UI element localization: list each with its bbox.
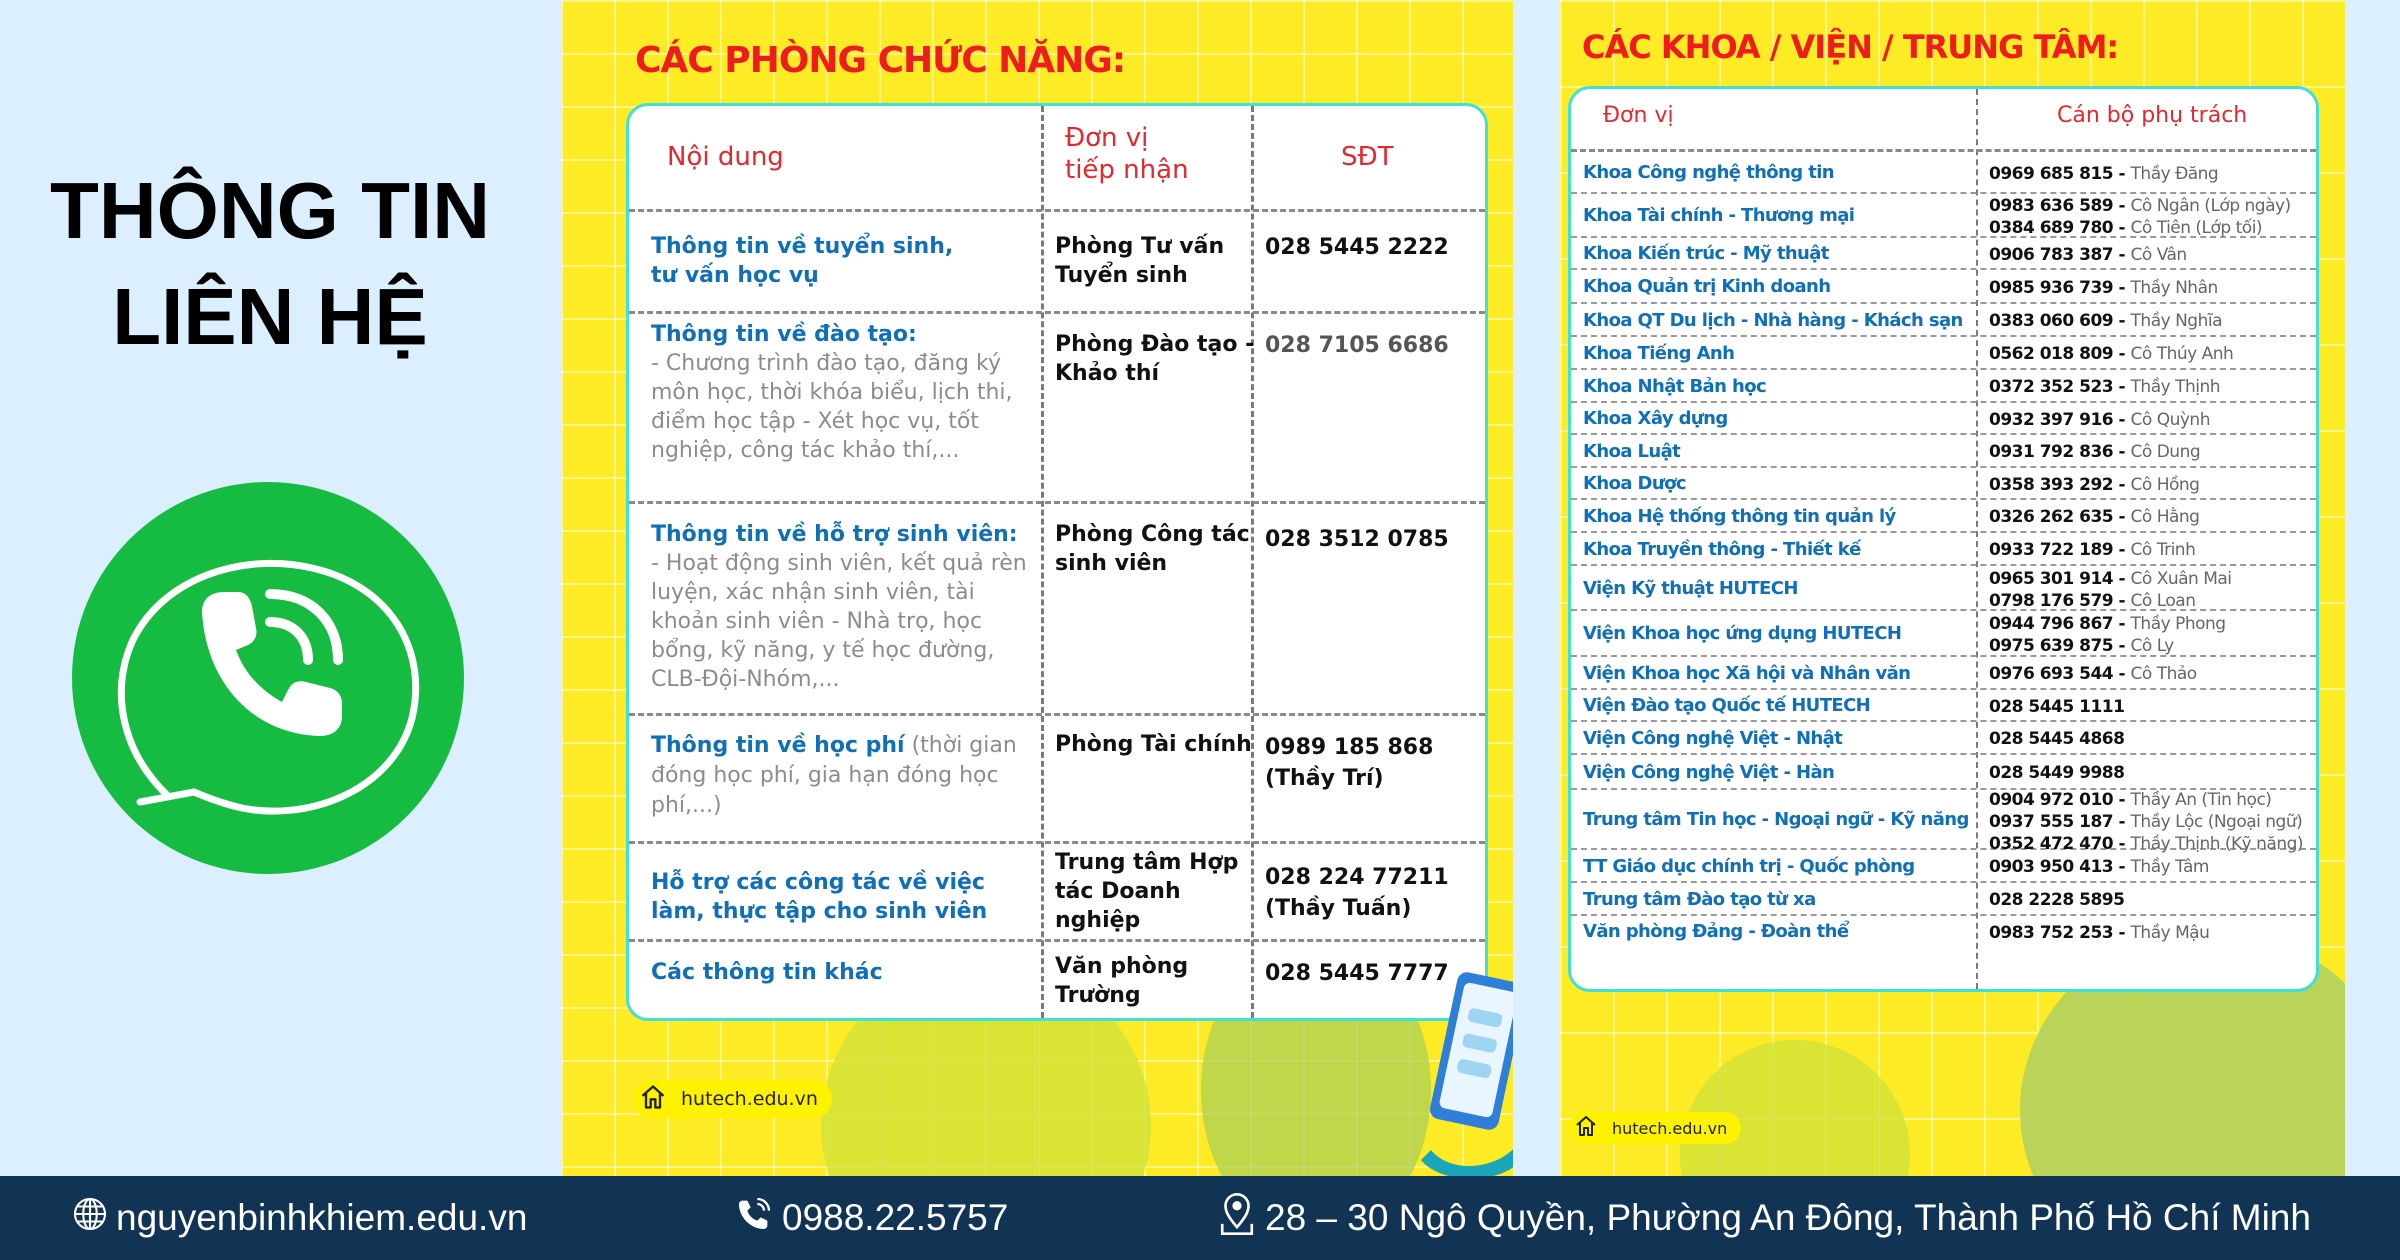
home-icon (1574, 1114, 1598, 1142)
staff-contact[interactable]: 0985 936 739 - Thầy Nhân (1989, 277, 2218, 298)
table-row (1571, 194, 2316, 238)
row-unit: Phòng Đào tạo - Khảo thí (1055, 332, 1255, 386)
staff-name: Thầy An (Tin học) (2130, 789, 2272, 810)
staff-contact[interactable]: 0383 060 609 - Thầy Nghĩa (1989, 311, 2222, 331)
table-row (629, 942, 1485, 1021)
row-staff (1989, 376, 2319, 398)
row-staff (1989, 922, 2319, 944)
staff-phone: 0944 796 867 (1989, 614, 2114, 634)
staff-contact[interactable] (1989, 696, 2319, 718)
row-staff (1989, 539, 2319, 561)
row-unit: Viện Công nghệ Việt - Hàn (1583, 761, 1835, 783)
staff-phone: 0798 176 579 (1989, 590, 2114, 611)
staff-name: Cô Tiên (Lớp tối) (2130, 218, 2263, 238)
staff-contact[interactable]: 0983 636 589 - Cô Ngân (Lớp ngày) (1989, 196, 2291, 216)
staff-phone: 0931 792 836 (1989, 442, 2114, 462)
row-topic: Hỗ trợ các công tác về việc làm, thực tập cho sinh viên (651, 870, 988, 924)
row-unit: Viện Đào tạo Quốc tế HUTECH (1583, 695, 1871, 716)
table-row (629, 314, 1485, 504)
row-staff (1989, 441, 2319, 463)
staff-name: Cô Hồng (2130, 474, 2200, 495)
staff-contact[interactable]: 0562 018 809 - Cô Thúy Anh (1989, 344, 2234, 364)
footer-address[interactable]: 28 – 30 Ngô Quyền, Phường An Đông, Thành Phố Hồ Chí Minh (1217, 1191, 2311, 1246)
header-phone: SĐT (1341, 142, 1394, 172)
staff-phone: 0985 936 739 (1989, 277, 2114, 298)
staff-contact[interactable]: 0944 796 867 - Thầy Phong (1989, 614, 2226, 634)
staff-contact[interactable]: 0937 555 187 - Thầy Lộc (Ngoại ngữ) (1989, 811, 2303, 832)
staff-name: Thầy Mậu (2130, 922, 2210, 943)
table-row (1571, 789, 2316, 854)
row-unit: Phòng Công tác sinh viên (1055, 522, 1250, 576)
staff-contact[interactable]: 0983 752 253 - Thầy Mậu (1989, 922, 2210, 943)
row-staff (1989, 409, 2319, 431)
table-row (1571, 690, 2316, 722)
staff-phone: 0383 060 609 (1989, 311, 2114, 331)
staff-name: Cô Hằng (2130, 507, 2200, 527)
staff-contact[interactable] (1989, 889, 2319, 911)
table-row (629, 716, 1485, 844)
row-staff (1989, 195, 2319, 239)
staff-contact[interactable]: 0931 792 836 - Cô Dung (1989, 442, 2201, 462)
table-row (1571, 238, 2316, 270)
staff-name: Thầy Thịnh (2130, 377, 2221, 397)
staff-phone: 0965 301 914 (1989, 568, 2114, 589)
row-staff (1989, 696, 2319, 718)
staff-phone: 0903 950 413 (1989, 857, 2114, 877)
row-unit: Viện Khoa học Xã hội và Nhân văn (1583, 662, 1911, 684)
row-staff (1989, 310, 2319, 332)
faculties-poster (1560, 0, 2345, 1176)
table-row (629, 844, 1485, 942)
functional-offices-table (626, 103, 1488, 1021)
staff-contact[interactable] (1989, 762, 2319, 784)
table-row (1571, 755, 2316, 790)
row-staff (1989, 474, 2319, 496)
table-row (1571, 270, 2316, 304)
decor-blob (1680, 1040, 1910, 1176)
row-unit: TT Giáo dục chính trị - Quốc phòng (1583, 855, 1915, 877)
staff-phone: 028 5449 9988 (1989, 763, 2125, 783)
table-row (1571, 850, 2316, 883)
page-title (0, 158, 540, 370)
staff-contact[interactable]: 0372 352 523 - Thầy Thịnh (1989, 377, 2221, 397)
staff-name: Thầy Lộc (Ngoại ngữ) (2130, 811, 2303, 832)
staff-name: Cô Vân (2130, 244, 2187, 265)
phone-illustration (1421, 960, 1513, 1176)
staff-phone: 028 2228 5895 (1989, 890, 2125, 910)
staff-contact[interactable]: 0906 783 387 - Cô Vân (1989, 244, 2187, 265)
table-row (1571, 403, 2316, 435)
table-row (629, 212, 1485, 314)
row-unit: Khoa QT Du lịch - Nhà hàng - Khách sạn (1583, 309, 1963, 331)
row-unit: Khoa Công nghệ thông tin (1583, 162, 1835, 183)
staff-name: Cô Ly (2130, 636, 2174, 656)
row-topic: Thông tin về học phí (thời gian đóng học phí, gia hạn đóng học phí,...) (651, 733, 1017, 818)
home-icon (639, 1083, 667, 1116)
row-unit: Viện Khoa học ứng dụng HUTECH (1583, 623, 1902, 644)
staff-name: Thầy Đăng (2130, 163, 2219, 184)
header-unit: Đơn vị tiếp nhận (1065, 123, 1189, 185)
row-unit: Khoa Xây dựng (1583, 408, 1728, 429)
row-phone[interactable]: 028 3512 0785 (1265, 527, 1449, 552)
staff-phone: 0983 752 253 (1989, 922, 2114, 943)
website-label: hutech.edu.vn (1612, 1118, 1728, 1138)
globe-icon (72, 1196, 108, 1241)
table-row (1571, 611, 2316, 657)
staff-contact[interactable]: 0976 693 544 - Cô Thảo (1989, 664, 2197, 684)
row-staff (1989, 663, 2319, 685)
row-unit: Văn phòng Trường (1055, 954, 1189, 1008)
staff-phone: 0904 972 010 (1989, 789, 2114, 810)
staff-contact[interactable]: 0904 972 010 - Thầy An (Tin học) (1989, 789, 2272, 810)
row-topic: Thông tin về tuyển sinh, tư vấn học vụ (651, 234, 954, 288)
row-topic: Các thông tin khác (651, 960, 883, 985)
row-staff (1989, 856, 2319, 878)
location-pin-icon (1217, 1191, 1257, 1246)
section-title: CÁC KHOA / VIỆN / TRUNG TÂM: (1582, 28, 2119, 66)
staff-name: Cô Thúy Anh (2130, 344, 2234, 364)
row-staff (1989, 244, 2319, 266)
row-staff (1989, 343, 2319, 365)
staff-contact[interactable]: 0965 301 914 - Cô Xuân Mai (1989, 568, 2232, 589)
row-unit: Khoa Luật (1583, 440, 1681, 462)
staff-contact[interactable]: 0975 639 875 - Cô Ly (1989, 636, 2174, 656)
row-unit: Khoa Dược (1583, 473, 1686, 494)
staff-phone: 0932 397 916 (1989, 409, 2114, 430)
staff-phone: 0562 018 809 (1989, 344, 2114, 364)
row-unit: Khoa Quản trị Kinh doanh (1583, 276, 1831, 297)
row-phone[interactable]: 0989 185 868 (Thầy Trí) (1265, 735, 1434, 791)
staff-name: Cô Trinh (2130, 540, 2196, 560)
staff-name: Thầy Tâm (2130, 857, 2209, 877)
row-unit: Phòng Tư vấn Tuyển sinh (1055, 234, 1225, 288)
header-content: Nội dung (667, 142, 784, 172)
table-row (1571, 566, 2316, 611)
staff-contact[interactable] (1989, 728, 2319, 750)
staff-phone: 0975 639 875 (1989, 636, 2114, 656)
staff-contact[interactable]: 0358 393 292 - Cô Hồng (1989, 474, 2200, 495)
table-row (1571, 337, 2316, 370)
row-unit: Trung tâm Hợp tác Doanh nghiệp (1055, 850, 1239, 933)
staff-contact[interactable]: 0326 262 635 - Cô Hằng (1989, 507, 2200, 527)
row-unit: Khoa Truyền thông - Thiết kế (1583, 538, 1861, 560)
staff-phone: 0983 636 589 (1989, 196, 2114, 216)
table-row (1571, 370, 2316, 403)
table-row (629, 504, 1485, 716)
table-row (1571, 533, 2316, 566)
row-staff (1989, 613, 2319, 657)
staff-contact[interactable]: 0352 472 470 - Thầy Thịnh (Kỹ năng) (1989, 833, 2304, 854)
staff-contact[interactable]: 0932 397 916 - Cô Quỳnh (1989, 409, 2210, 430)
table-row (1571, 883, 2316, 916)
row-staff (1989, 728, 2319, 750)
staff-contact[interactable]: 0903 950 413 - Thầy Tâm (1989, 857, 2209, 877)
footer-website[interactable]: nguyenbinhkhiem.edu.vn (72, 1196, 527, 1241)
row-phone[interactable]: 028 7105 6686 (1265, 333, 1449, 358)
row-phone[interactable]: 028 5445 2222 (1265, 235, 1449, 260)
staff-phone: 0326 262 635 (1989, 507, 2114, 527)
row-unit: Khoa Nhật Bản học (1583, 375, 1767, 397)
table-header (1571, 89, 2316, 152)
row-staff (1989, 789, 2319, 855)
table-row (1571, 152, 2316, 194)
staff-name: Cô Xuân Mai (2130, 568, 2232, 589)
row-staff (1989, 762, 2319, 784)
table-row (1571, 468, 2316, 500)
row-staff (1989, 163, 2319, 185)
website-link[interactable] (1568, 1112, 1741, 1144)
table-row (1571, 722, 2316, 755)
phone-ringing-icon (734, 1193, 774, 1244)
table-row (1571, 304, 2316, 337)
table-row (1571, 500, 2316, 533)
row-staff (1989, 889, 2319, 911)
staff-name: Cô Thảo (2130, 664, 2197, 684)
functional-offices-poster (561, 0, 1513, 1176)
table-header (629, 106, 1485, 212)
staff-phone: 0358 393 292 (1989, 474, 2114, 495)
row-phone[interactable]: 028 5445 7777 (1265, 961, 1449, 986)
staff-phone: 0352 472 470 (1989, 833, 2114, 854)
staff-phone: 028 5445 4868 (1989, 729, 2125, 749)
row-unit: Văn phòng Đảng - Đoàn thể (1583, 921, 1849, 942)
website-label: hutech.edu.vn (681, 1088, 818, 1110)
staff-phone: 0384 689 780 (1989, 218, 2114, 238)
staff-name: Thầy Phong (2130, 614, 2226, 634)
footer-phone[interactable]: 0988.22.5757 (734, 1193, 1008, 1244)
page-title-line-1: THÔNG TIN (50, 166, 490, 255)
staff-phone: 0933 722 189 (1989, 540, 2114, 560)
row-topic: Thông tin về đào tạo: - Chương trình đào tạo, đăng ký môn học, thời khóa biểu, lịch thi, điểm học tập - Xét học vụ, tốt nghiệp, công tác khảo thí,... (651, 322, 1013, 463)
staff-name: Cô Ngân (Lớp ngày) (2130, 196, 2291, 216)
row-staff (1989, 506, 2319, 528)
staff-name: Cô Quỳnh (2130, 409, 2210, 430)
row-unit: Khoa Hệ thống thông tin quản lý (1583, 505, 1896, 527)
header-staff: Cán bộ phụ trách (2057, 103, 2248, 128)
row-unit: Viện Kỹ thuật HUTECH (1583, 577, 1798, 599)
page-title-line-2: LIÊN HỆ (112, 272, 428, 361)
staff-phone: 0969 685 815 (1989, 163, 2114, 184)
table-row (1571, 657, 2316, 690)
staff-contact[interactable]: 0798 176 579 - Cô Loan (1989, 590, 2196, 611)
website-link[interactable] (633, 1080, 832, 1118)
row-unit: Trung tâm Tin học - Ngoại ngữ - Kỹ năng (1583, 809, 1969, 830)
staff-phone: 028 5445 1111 (1989, 696, 2125, 717)
staff-contact[interactable]: 0969 685 815 - Thầy Đăng (1989, 163, 2219, 184)
table-row (1571, 916, 2316, 948)
staff-name: Thầy Thịnh (Kỹ năng) (2130, 833, 2304, 854)
staff-phone: 0976 693 544 (1989, 664, 2114, 684)
staff-name: Thầy Nghĩa (2130, 311, 2222, 331)
row-unit: Phòng Tài chính (1055, 732, 1252, 757)
row-topic: Thông tin về hỗ trợ sinh viên: - Hoạt động sinh viên, kết quả rèn luyện, xác nhận sinh viên, tài khoản sinh viên - Nhà trọ, học bổng, kỹ năng, y tế học đường, CLB-Đội-Nhóm,... (651, 522, 1027, 692)
staff-contact[interactable]: 0384 689 780 - Cô Tiên (Lớp tối) (1989, 218, 2263, 238)
row-staff (1989, 568, 2319, 612)
section-title: CÁC PHÒNG CHỨC NĂNG: (635, 40, 1126, 81)
staff-name: Thầy Nhân (2130, 277, 2218, 298)
footer-bar (0, 1176, 2400, 1260)
row-phone[interactable]: 028 224 77211 (Thầy Tuấn) (1265, 865, 1449, 921)
staff-name: Cô Dung (2130, 442, 2201, 462)
staff-contact[interactable]: 0933 722 189 - Cô Trinh (1989, 540, 2196, 560)
phone-chat-icon (72, 482, 464, 874)
faculties-table (1568, 86, 2319, 992)
row-unit: Khoa Tiếng Anh (1583, 342, 1735, 364)
row-unit: Khoa Tài chính - Thương mại (1583, 205, 1855, 226)
row-unit: Viện Công nghệ Việt - Nhật (1583, 727, 1843, 749)
header-unit: Đơn vị (1603, 103, 1674, 128)
staff-name: Cô Loan (2130, 590, 2196, 611)
table-row (1571, 435, 2316, 468)
staff-phone: 0937 555 187 (1989, 811, 2114, 832)
row-unit: Khoa Kiến trúc - Mỹ thuật (1583, 243, 1829, 264)
row-staff (1989, 277, 2319, 299)
staff-phone: 0372 352 523 (1989, 377, 2114, 397)
row-unit: Trung tâm Đào tạo từ xa (1583, 888, 1816, 910)
staff-phone: 0906 783 387 (1989, 244, 2114, 265)
